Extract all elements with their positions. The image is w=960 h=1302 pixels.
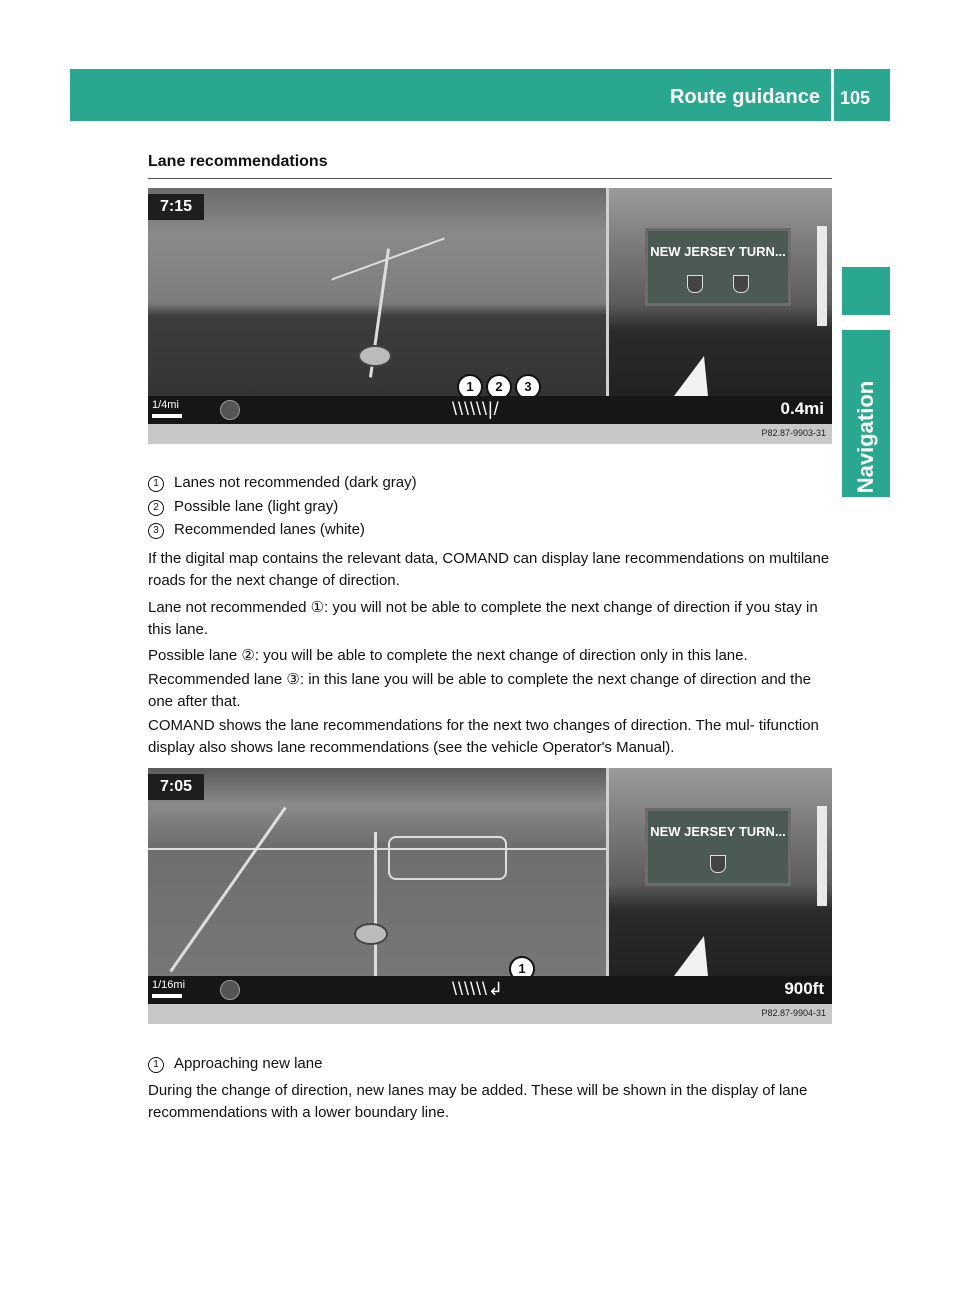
lane-recommendation-icons: \\\\\\↲ <box>452 979 505 999</box>
vehicle-icon <box>354 923 388 945</box>
paragraph: Recommended lane ③: in this lane you will be able to complete the next change of direction and the one after that. <box>148 671 812 710</box>
map-scale: 1/4mi <box>152 399 179 411</box>
distance-to-turn: 900ft <box>784 979 824 998</box>
highway-sign <box>645 228 791 306</box>
callout-1: 1 <box>509 956 535 982</box>
status-strip <box>148 396 832 424</box>
interstate-shield-icon <box>710 855 726 873</box>
header-divider <box>831 69 834 121</box>
legend-item <box>148 1055 322 1073</box>
side-tab-square <box>842 267 890 315</box>
side-tab-label: Navigation <box>853 380 878 494</box>
legend-text: Lanes not recommended (dark gray) <box>174 474 417 491</box>
paragraph: If the digital map contains the relevant data, COMAND can display lane recommendations on multilane roads for the next change of direction. <box>148 550 830 589</box>
legend-number: 1 <box>148 476 164 492</box>
header-title: Route guidance <box>669 86 820 108</box>
scale-bar <box>152 994 182 998</box>
callout-2: 2 <box>486 374 512 400</box>
compass-icon <box>220 400 240 420</box>
paragraph: During the change of direction, new lanes may be added. These will be shown in the display of lane recommendations with a lower boundary line. <box>148 1082 808 1121</box>
figure-code: P82.87-9904-31 <box>761 1008 826 1018</box>
road <box>331 238 444 281</box>
legend-text: Approaching new lane <box>174 1055 323 1072</box>
legend-item <box>148 521 365 539</box>
page-number: 105 <box>840 88 871 108</box>
map-scale: 1/16mi <box>152 979 186 991</box>
figure-code-strip <box>148 1004 832 1024</box>
interstate-shield-icon <box>687 275 703 293</box>
legend-number: 2 <box>148 500 164 516</box>
section-title: Lane recommendations <box>148 153 328 170</box>
navigation-screenshot-2 <box>148 768 832 1024</box>
navigation-screenshot-1 <box>148 188 832 444</box>
callout-1: 1 <box>457 374 483 400</box>
figure-code-strip <box>148 424 832 444</box>
paragraph: COMAND shows the lane recommendations for the next two changes of direction. The mul- tifunction display also shows lane recommendations (see the vehicle Operator's Manual). <box>148 717 819 756</box>
road <box>169 807 286 973</box>
distance-bar <box>817 226 827 326</box>
legend-text: Possible lane (light gray) <box>174 498 339 515</box>
scale-bar <box>152 414 182 418</box>
paragraph: Lane not recommended ①: you will not be able to complete the next change of direction if you stay in this lane. <box>148 599 818 638</box>
lane-recommendation-icons: \\\\\\|/ <box>452 399 500 419</box>
paragraph: Possible lane ②: you will be able to complete the next change of direction only in this lane. <box>148 647 748 664</box>
section-rule <box>148 178 832 179</box>
sign-text: NEW JERSEY TURN... <box>650 244 786 259</box>
legend-item <box>148 498 338 516</box>
legend-number: 3 <box>148 523 164 539</box>
clock: 7:15 <box>148 194 204 220</box>
distance-bar <box>817 806 827 906</box>
compass-icon <box>220 980 240 1000</box>
callout-3: 3 <box>515 374 541 400</box>
interstate-shield-icon <box>733 275 749 293</box>
distance-to-turn: 0.4mi <box>780 399 824 418</box>
clock: 7:05 <box>148 774 204 800</box>
highway-sign <box>645 808 791 886</box>
status-strip <box>148 976 832 1004</box>
legend-number: 1 <box>148 1057 164 1073</box>
legend-text: Recommended lanes (white) <box>174 521 365 538</box>
road <box>148 848 606 850</box>
road <box>374 832 377 982</box>
figure-code: P82.87-9903-31 <box>761 428 826 438</box>
road <box>388 836 507 880</box>
legend-item <box>148 474 417 492</box>
vehicle-icon <box>358 345 392 367</box>
sign-text: NEW JERSEY TURN... <box>650 824 786 839</box>
